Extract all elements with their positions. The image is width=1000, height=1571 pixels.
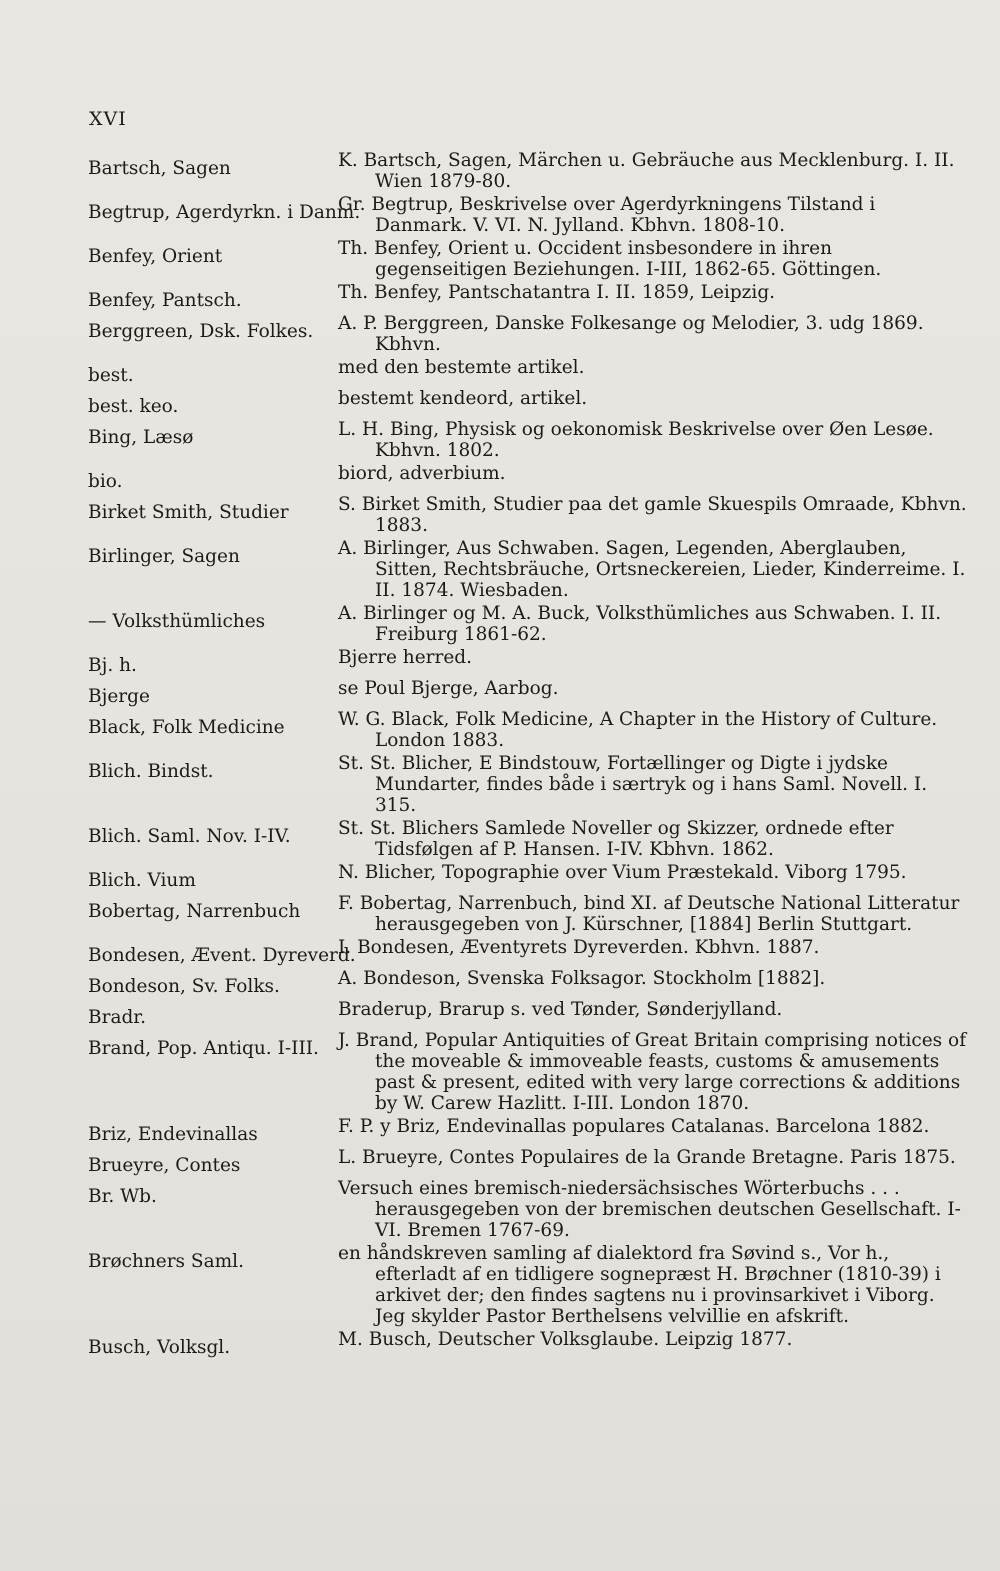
entry-abbreviation: best. keo.: [88, 396, 179, 417]
list-item: [88, 313, 968, 355]
entry-abbreviation: Blich. Saml. Nov. I-IV.: [88, 826, 291, 847]
list-item: [88, 968, 968, 997]
entry-reference: St. St. Blicher, E Bindstouw, Fortællinger og Digte i jydske Mundarter, findes både i særtryk og i hans Saml. Novell. I. 315.: [338, 753, 928, 816]
entry-abbreviation: Bartsch, Sagen: [88, 158, 231, 179]
entry-reference: St. St. Blichers Samlede Noveller og Skizzer, ordnede efter Tidsfølgen af P. Hansen. I-IV. Kbhvn. 1862.: [338, 818, 894, 860]
list-item: [88, 753, 968, 816]
entry-abbreviation: Bondeson, Sv. Folks.: [88, 976, 280, 997]
entry-abbreviation: Br. Wb.: [88, 1186, 157, 1207]
entry-reference: L. Brueyre, Contes Populaires de la Grande Bretagne. Paris 1875.: [338, 1147, 956, 1168]
entry-abbreviation: Busch, Volksgl.: [88, 1337, 231, 1358]
entry-abbreviation: Briz, Endevinallas: [88, 1124, 258, 1145]
entry-abbreviation: Bj. h.: [88, 655, 137, 676]
list-item: [88, 1329, 968, 1358]
entry-abbreviation: Bobertag, Narrenbuch: [88, 901, 301, 922]
entry-reference: Gr. Begtrup, Beskrivelse over Agerdyrkningens Tilstand i Danmark. V. VI. N. Jylland. Kbhvn. 1808-10.: [338, 194, 876, 236]
entry-abbreviation: Bondesen, Ævent. Dyreverd.: [88, 945, 356, 966]
list-item: [88, 862, 968, 891]
entry-abbreviation: Begtrup, Agerdyrkn. i Danm.: [88, 202, 361, 223]
entry-abbreviation: best.: [88, 365, 134, 386]
entry-reference: L. H. Bing, Physisk og oekonomisk Beskrivelse over Øen Lesøe. Kbhvn. 1802.: [338, 419, 934, 461]
entry-reference: med den bestemte artikel.: [338, 357, 585, 378]
entry-abbreviation: Blich. Vium: [88, 870, 196, 891]
list-item: [88, 647, 968, 676]
entry-abbreviation: Berggreen, Dsk. Folkes.: [88, 321, 314, 342]
entry-abbreviation: Brøchners Saml.: [88, 1251, 244, 1272]
list-item: [88, 150, 968, 192]
entry-abbreviation: Brueyre, Contes: [88, 1155, 241, 1176]
entry-reference: A. Bondeson, Svenska Folksagor. Stockholm [1882].: [338, 968, 826, 989]
entry-reference: Versuch eines bremisch-niedersächsisches Wörterbuchs . . . herausgegeben von der bremischen deutschen Gesellschaft. I-VI. Bremen 1767-69.: [338, 1178, 961, 1241]
entry-abbreviation: Black, Folk Medicine: [88, 717, 285, 738]
entry-abbreviation: Brand, Pop. Antiqu. I-III.: [88, 1038, 319, 1059]
list-item: [88, 419, 968, 461]
list-item: [88, 603, 968, 645]
entry-reference: biord, adverbium.: [338, 463, 506, 484]
list-item: [88, 494, 968, 536]
entry-reference: N. Blicher, Topographie over Vium Præstekald. Viborg 1795.: [338, 862, 907, 883]
entry-reference: S. Birket Smith, Studier paa det gamle Skuespils Omraade, Kbhvn. 1883.: [338, 494, 967, 536]
entry-reference: bestemt kendeord, artikel.: [338, 388, 588, 409]
entry-reference: Th. Benfey, Pantschatantra I. II. 1859, Leipzig.: [338, 282, 776, 303]
entry-reference: A. P. Berggreen, Danske Folkesange og Melodier, 3. udg 1869. Kbhvn.: [338, 313, 924, 355]
entry-abbreviation: bio.: [88, 471, 123, 492]
entry-abbreviation: Bradr.: [88, 1007, 147, 1028]
abbreviation-list: [88, 150, 968, 1360]
list-item: [88, 238, 968, 280]
list-item: [88, 999, 968, 1028]
list-item: [88, 538, 968, 601]
entry-reference: A. Birlinger og M. A. Buck, Volksthümliches aus Schwaben. I. II. Freiburg 1861-62.: [338, 603, 942, 645]
list-item: [88, 463, 968, 492]
list-item: [88, 388, 968, 417]
entry-reference: Braderup, Brarup s. ved Tønder, Sønderjylland.: [338, 999, 783, 1020]
entry-abbreviation: Bing, Læsø: [88, 427, 194, 448]
entry-reference: A. Birlinger, Aus Schwaben. Sagen, Legenden, Aberglauben, Sitten, Rechtsbräuche, Ortsneckereien, Lieder, Kinderreime. I. II. 1874. Wiesbaden.: [338, 538, 966, 601]
list-item: [88, 1030, 968, 1114]
list-item: [88, 937, 968, 966]
list-item: [88, 282, 968, 311]
entry-abbreviation: Benfey, Pantsch.: [88, 290, 242, 311]
entry-reference: F. P. y Briz, Endevinallas populares Catalanas. Barcelona 1882.: [338, 1116, 930, 1137]
entry-abbreviation: — Volksthümliches: [88, 611, 266, 632]
list-item: [88, 709, 968, 751]
list-item: [88, 818, 968, 860]
entry-abbreviation: Blich. Bindst.: [88, 761, 214, 782]
entry-abbreviation: Birket Smith, Studier: [88, 502, 289, 523]
entry-reference: Bjerre herred.: [338, 647, 473, 668]
entry-abbreviation: Birlinger, Sagen: [88, 546, 240, 567]
page-number: XVI: [89, 108, 127, 130]
entry-reference: M. Busch, Deutscher Volksglaube. Leipzig 1877.: [338, 1329, 793, 1350]
entry-reference: Th. Benfey, Orient u. Occident insbesondere in ihren gegenseitigen Beziehungen. I-III, 1862-65. Göttingen.: [338, 238, 882, 280]
list-item: [88, 194, 968, 236]
entry-abbreviation: Bjerge: [88, 686, 150, 707]
entry-reference: J. Brand, Popular Antiquities of Great Britain comprising notices of the moveable & immoveable feasts, customs & amusements past & present, edited with very large corrections & additions by W. Carew Hazlitt. I-III. London 1870.: [338, 1030, 967, 1114]
entry-reference: F. Bobertag, Narrenbuch, bind XI. af Deutsche National Litteratur herausgegeben von J. Kürschner, [1884] Berlin Stuttgart.: [338, 893, 960, 935]
list-item: [88, 1147, 968, 1176]
list-item: [88, 1178, 968, 1241]
list-item: [88, 678, 968, 707]
entry-reference: W. G. Black, Folk Medicine, A Chapter in the History of Culture. London 1883.: [338, 709, 938, 751]
entry-reference: en håndskreven samling af dialektord fra Søvind s., Vor h., efterladt af en tidligere sognepræst H. Brøchner (1810-39) i arkivet der; den findes sagtens nu i provinsarkivet i Viborg. Jeg skylder Pastor Berthelsens velvillie en afskrift.: [338, 1243, 941, 1327]
list-item: [88, 1116, 968, 1145]
entry-reference: se Poul Bjerge, Aarbog.: [338, 678, 559, 699]
list-item: [88, 357, 968, 386]
list-item: [88, 893, 968, 935]
list-item: [88, 1243, 968, 1327]
entry-abbreviation: Benfey, Orient: [88, 246, 223, 267]
entry-reference: K. Bartsch, Sagen, Märchen u. Gebräuche aus Mecklenburg. I. II. Wien 1879-80.: [338, 150, 955, 192]
entry-reference: I. Bondesen, Æventyrets Dyreverden. Kbhvn. 1887.: [338, 937, 820, 958]
